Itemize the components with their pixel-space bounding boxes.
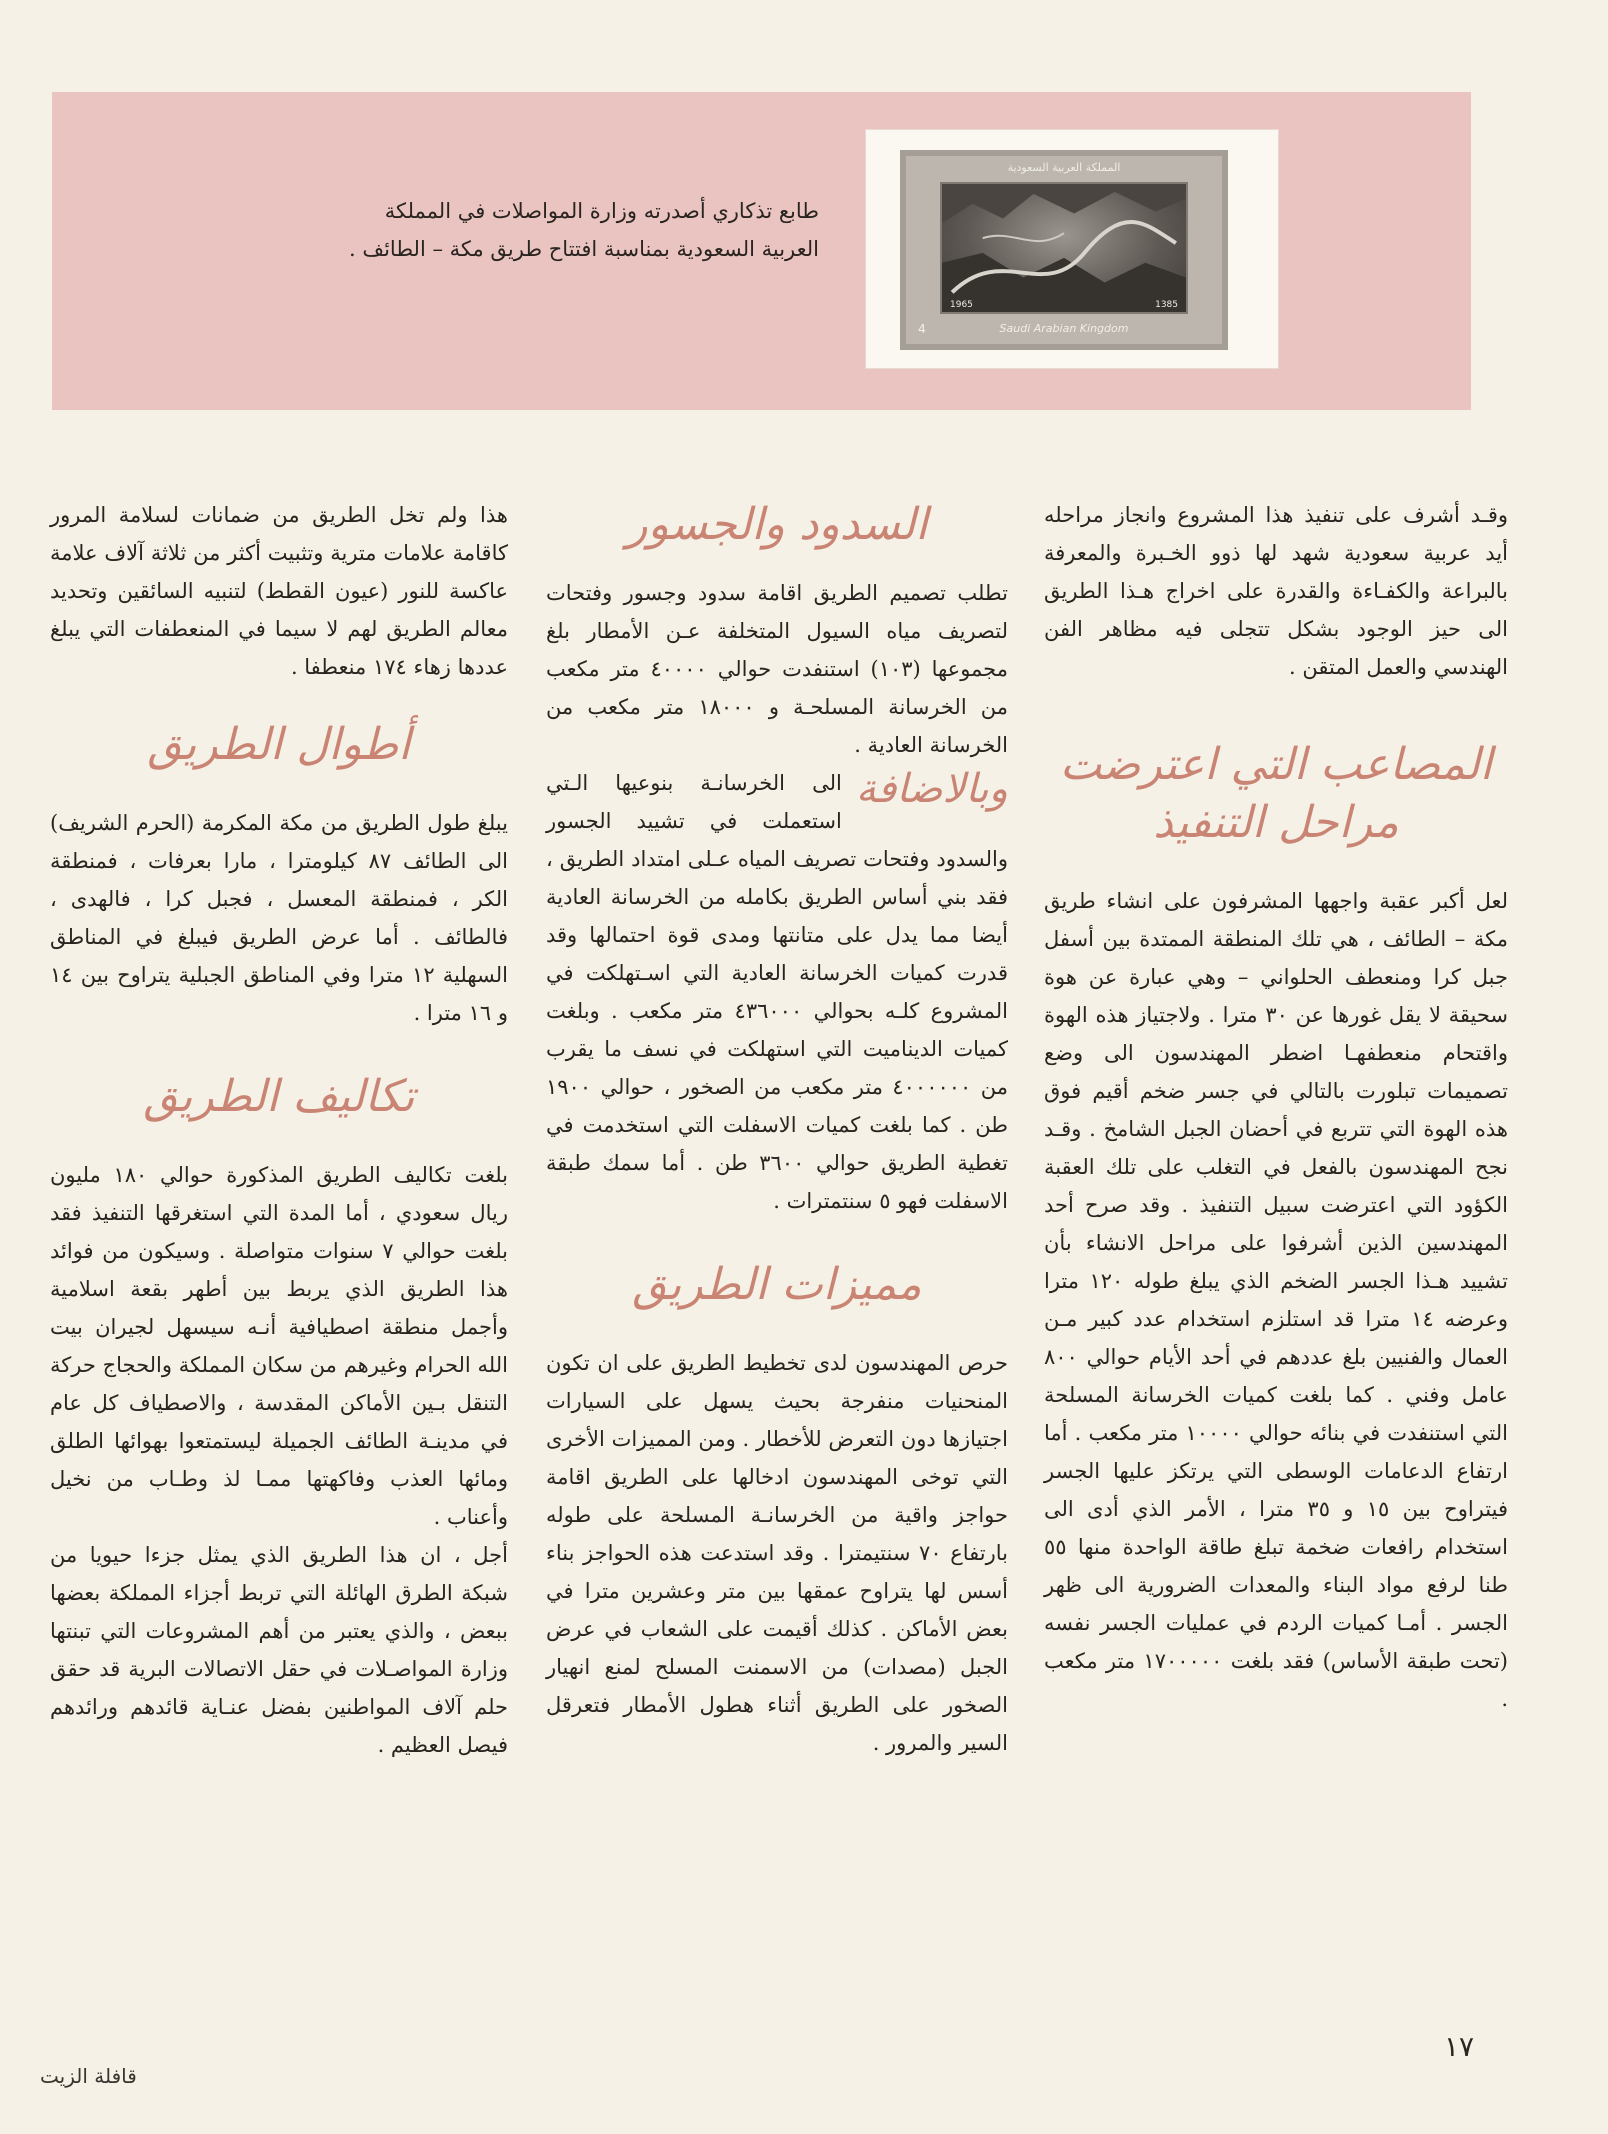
middle-paragraph-3: حرص المهندسون لدى تخطيط الطريق على ان تكون المنحنيات منفرجة بحيث يسهل على السيارات اجتيازها دون التعرض للأخطار . ومن المميزات الأخرى التي توخى المهندسون ادخالها على الطريق اقامة حواجز واقية من الخرسانـة المسلحة على طوله بارتفاع ٧٠ سنتيمترا . وقد استدعت هذه الحواجز بناء أسس لها يتراوح عمقها بين متر وعشرين مترا في بعض الأماكن . كذلك أقيمت على الشعاب في عرض الجبل (مصدات) من الاسمنت المسلح لمنع انهيار الصخور على الطريق أثناء هطول الأمطار فتعرقل السير والمرور . [546,1351,1008,1755]
inline-heading-addition: وبالاضافة [855,766,1008,812]
heading-road-features: مميزات الطريق [632,1259,922,1310]
magazine-name: قافلة الزيت [40,2064,137,2088]
middle-paragraph-1: تطلب تصميم الطريق اقامة سدود وجسور وفتحات لتصريف مياه السيول المتخلفة عـن الأمطار بلغ مجموعها (١٠٣) استنفدت حوالي ٤٠٠٠٠ متر مكعب من الخرسانة المسلحـة و ١٨٠٠٠ متر مكعب من الخرسانة العادية . [546,581,1009,757]
stamp-year-left: 1965 [950,300,973,310]
heading-road-lengths: أطوال الطريق [147,719,411,770]
heading-difficulties: المصاعب التي اعترضت مراحل التنفيذ [1059,739,1493,848]
stamp-frame [866,130,1278,368]
caption-line-2: العربية السعودية بمناسبة افتتاح طريق مكة – الطائف . [349,237,819,261]
stamp-bottom-text: Saudi Arabian Kingdom [999,322,1129,335]
stamp-top-text: المملكة العربية السعودية [1007,161,1121,174]
stamp-caption [339,192,819,268]
stamp-road-scene [940,182,1188,314]
right-body-paragraph: لعل أكبر عقبة واجهها المشرفون على انشاء طريق مكة – الطائف ، هي تلك المنطقة الممتدة بين أسفل جبل كرا ومنعطف الحلواني – وهي عبارة عن هوة سحيقة لا يقل غورها عن ٣٠ مترا . ولاجتياز هذه الهوة واقتحام منعطفهـا اضطر المهندسون الى وضع تصميمات تبلورت بالتالي في جسر ضخم أقيم فوق هذه الهوة التي تتربع في أحضان الجبل الشامخ . وقـد نجح المهندسون بالفعل في التغلب على تلك العقبة الكؤود التي اعترضت سبيل التنفيذ . وقد صرح أحد المهندسين الذين أشرفوا على مراحل الانشاء بأن تشييد هـذا الجسر الضخم الذي يبلغ طوله ١٢٠ مترا وعرضه ١٤ مترا قد استلزم استخدام عدد كبير مـن العمال والفنيين بلغ عددهم في أحد الأيام حوالي ٨٠٠ عامل وفني . كما بلغت كميات الخرسانة المسلحة التي استنفدت في بنائه حوالي ١٠٠٠٠ متر مكعب . أما ارتفاع الدعامات الوسطى التي يرتكز عليها الجسر فيتراوح بين ١٥ و ٣٥ مترا ، الأمر الذي أدى الى استخدام رافعات ضخمة تبلغ طاقة الواحدة منها ٥٥ طنا لرفع مواد البناء والمعدات الضرورية الى ظهر الجسر . أمـا كميات الردم في عمليات الجسر نفسه (تحت طبقة الأساس) فقد بلغت ١٧٠٠٠٠٠ متر مكعب . [1044,889,1509,1711]
page-number: ١٧ [1444,2030,1475,2063]
middle-column [546,496,1008,1762]
middle-paragraph-2 [546,764,1008,1220]
stamp-value: 4 [918,322,926,336]
right-intro-paragraph: وقـد أشرف على تنفيذ هذا المشروع وانجاز مراحله أيد عربية سعودية شهد لها ذوو الخـبرة والمعرفة بالبراعة والكفـاءة والقدرة على اخراج هـذا الطريق الى حيز الوجود بشكل تتجلى فيه مظاهر الفن الهندسي والعمل المتقن . [1044,503,1508,679]
heading-road-costs: تكاليف الطريق [143,1071,415,1122]
right-column [1044,496,1508,1718]
middle-paragraph-2-text: الى الخرسانـة بنوعيها الـتي استعملت في تشييد الجسور والسدود وفتحات تصريف المياه عـلى امتداد الطريق ، فقد بني أساس الطريق بكامله من الخرسانة العادية أيضا مما يدل على متانتها ومدى قوة احتمالها وقد قدرت كميات الخرسانة العادية التي اسـتهلكت في المشروع كلـه بحوالي ٤٣٦٠٠٠ متر مكعب . وبلغت كميات الديناميت التي استهلكت في نسف ما يقرب من ٤٠٠٠٠٠٠ متر مكعب من الصخور ، حوالي ١٩٠٠ طن . كما بلغت كميات الاسفلت التي استخدمت في تغطية الطريق حوالي ٣٦٠٠ طن . أما سمك طبقة الاسفلت فهو ٥ سنتمترات . [546,771,1009,1213]
caption-line-1: طابع تذكاري أصدرته وزارة المواصلات في المملكة [384,199,819,223]
left-paragraph-3: بلغت تكاليف الطريق المذكورة حوالي ١٨٠ مليون ريال سعودي ، أما المدة التي استغرقها التنفيذ فقد بلغت حوالي ٧ سنوات متواصلة . وسيكون من فوائد هذا الطريق الذي يربط بين أطهر بقعة اسلامية وأجمل منطقة اصطيافية أنـه سيسهل لجيران بيت الله الحرام وغيرهم من سكان المملكة والحجاج حركة التنقل بـين الأماكن المقدسة ، والاصطياف كل عام في مدينـة الطائف الجميلة ليستمتعوا بهوائها الطلق ومائها العذب وفاكهتها ممـا لذ وطـاب من نخيل وأعناب . [50,1163,508,1529]
left-column [50,496,508,1764]
left-paragraph-4: أجل ، ان هذا الطريق الذي يمثل جزءا حيويا من شبكة الطرق الهائلة التي تربط أجزاء المملكة بعضها ببعض ، والذي يعتبر من أهم المشروعات التي تبنتها وزارة المواصـلات في حقل الاتصالات البرية قد حقق حلم آلاف المواطنين بفضل عنـاية قائدهم ورائدهم فيصل العظيم . [50,1543,508,1757]
left-paragraph-1: هذا ولم تخل الطريق من ضمانات لسلامة المرور كاقامة علامات مترية وتثبيت أكثر من ثلاثة آلاف علامة عاكسة للنور (عيون القطط) لتنبيه السائقين وتحديد معالم الطريق لهم لا سيما في المنعطفات التي يبلغ عددها زهاء ١٧٤ منعطفا . [50,503,508,679]
left-paragraph-2: يبلغ طول الطريق من مكة المكرمة (الحرم الشريف) الى الطائف ٨٧ كيلومترا ، مارا بعرفات ، فمنطقة الكر ، فمنطقة المعسل ، فجبل كرا ، فالهدى ، فالطائف . أما عرض الطريق فيبلغ في المناطق السهلية ١٢ مترا وفي المناطق الجبلية يتراوح بين ١٤ و ١٦ مترا . [50,811,509,1025]
heading-dams-bridges: السدود والجسور [626,499,928,550]
stamp-banner [52,92,1471,410]
stamp-year-right: 1385 [1155,300,1178,310]
commemorative-stamp-image [900,150,1228,350]
mountain-road-illustration [942,184,1186,312]
